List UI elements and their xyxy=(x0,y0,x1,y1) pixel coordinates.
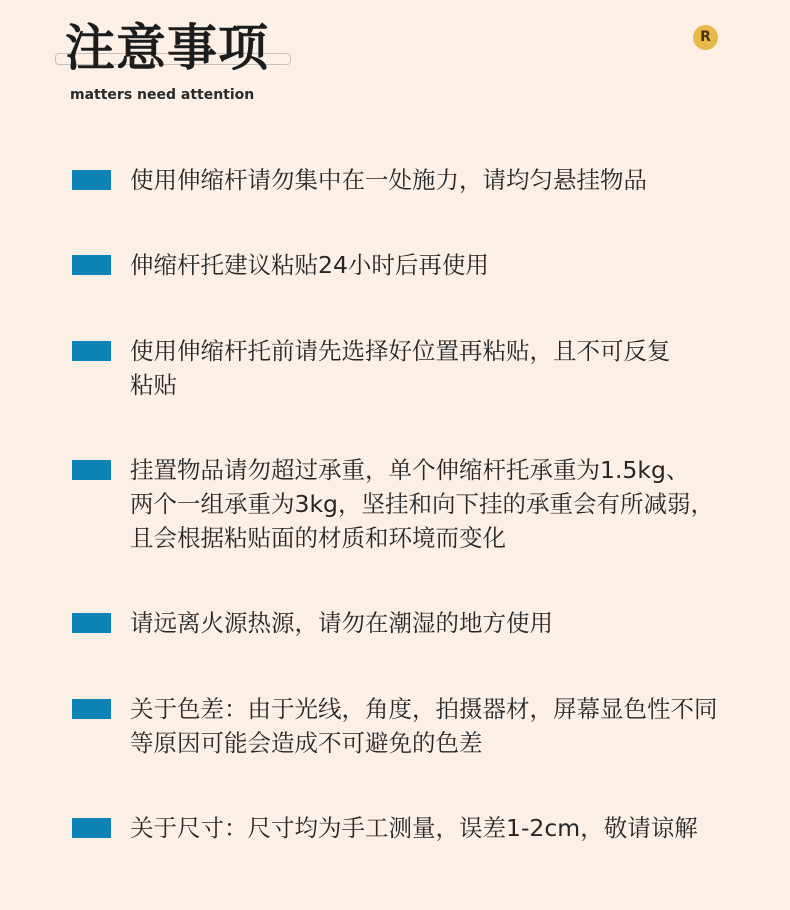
note-line: 关于色差：由于光线，角度，拍摄器材，屏幕显色性不同 xyxy=(130,695,718,723)
note-line: 等原因可能会造成不可避免的色差 xyxy=(130,729,483,757)
registered-mark-icon: R xyxy=(693,25,718,50)
note-line: 粘贴 xyxy=(130,371,177,399)
note-marker xyxy=(72,699,111,719)
note-text xyxy=(130,248,770,282)
note-text xyxy=(130,811,770,845)
note-marker xyxy=(72,255,111,275)
note-line: 伸缩杆托建议粘贴24小时后再使用 xyxy=(130,251,489,279)
note-line: 使用伸缩杆托前请先选择好位置再粘贴，且不可反复 xyxy=(130,337,671,365)
header xyxy=(0,0,790,120)
note-marker xyxy=(72,818,111,838)
note-text xyxy=(130,163,770,197)
note-text xyxy=(130,453,770,555)
page-subtitle: matters need attention xyxy=(70,87,255,103)
note-line: 使用伸缩杆请勿集中在一处施力，请均匀悬挂物品 xyxy=(130,166,647,194)
note-marker xyxy=(72,460,111,480)
note-marker xyxy=(72,341,111,361)
note-line: 挂置物品请勿超过承重，单个伸缩杆托承重为1.5kg、 xyxy=(130,456,690,484)
note-line: 请远离火源热源，请勿在潮湿的地方使用 xyxy=(130,609,553,637)
page-title: 注意事项 xyxy=(65,19,269,77)
note-text xyxy=(130,606,770,640)
note-line: 两个一组承重为3kg，坚挂和向下挂的承重会有所减弱， xyxy=(130,490,714,518)
note-marker xyxy=(72,170,111,190)
note-line: 关于尺寸：尺寸均为手工测量，误差1-2cm，敬请谅解 xyxy=(130,814,698,842)
note-marker xyxy=(72,613,111,633)
note-line: 且会根据粘贴面的材质和环境而变化 xyxy=(130,524,506,552)
note-text xyxy=(130,334,770,402)
note-text xyxy=(130,692,770,760)
